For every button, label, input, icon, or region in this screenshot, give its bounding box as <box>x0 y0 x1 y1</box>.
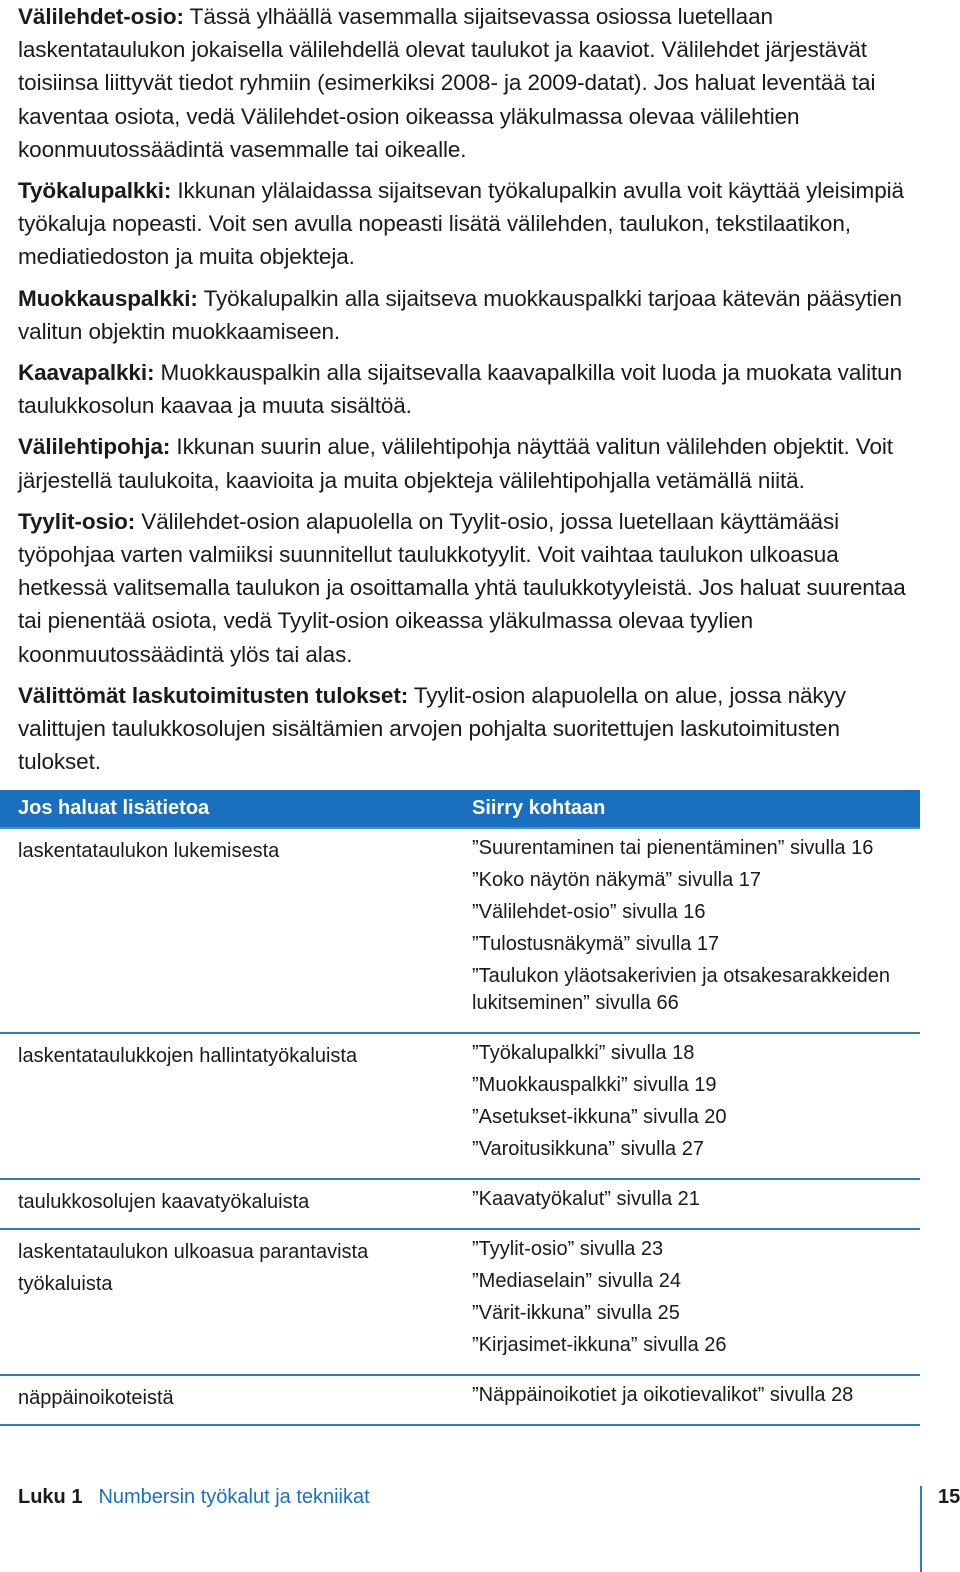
page-reference-link[interactable]: ”Koko näytön näkymä” sivulla 17 <box>472 869 762 891</box>
term: Välilehtipohja: <box>18 434 171 460</box>
row-topic: laskentataulukkojen hallintatyökaluista <box>0 1033 462 1179</box>
row-references <box>462 1375 920 1425</box>
description: Välilehdet-osion alapuolella on Tyylit-osio, jossa luetellaan käyttämääsi työpohjaa varten valmiiksi suunnitellut taulukkotyylit. Voit vaihtaa taulukon ulkoasua hetkessä valitsemalla taulukon ja osoittamalla yhtä taulukkotyyleistä. Jos haluat suurentaa tai pienentää osiota, vedä Tyylit-osion oikeassa yläkulmassa olevaa tyylien koonmuutossäädintä ylös tai alas. <box>18 508 906 667</box>
description: Ikkunan ylälaidassa sijaitsevan työkalupalkin avulla voit käyttää yleisimpiä työkaluja nopeasti. Voit sen avulla nopeasti lisätä välilehden, taulukon, tekstilaatikon, mediatiedoston ja muita objekteja. <box>18 178 904 270</box>
table-row <box>0 1179 920 1229</box>
page-reference-link[interactable]: ”Työkalupalkki” sivulla 18 <box>472 1042 695 1064</box>
page-number: 15 <box>938 1486 960 1508</box>
page-reference-link[interactable]: ”Mediaselain” sivulla 24 <box>472 1270 681 1292</box>
page-reference-link[interactable]: ”Värit-ikkuna” sivulla 25 <box>472 1302 680 1324</box>
description: Tyylit-osion alapuolella on alue, jossa näkyy valittujen taulukkosolujen sisältämien arvojen pohjalta suoritettujen laskutoimitusten tulokset. <box>18 682 846 775</box>
table-row <box>0 1229 920 1375</box>
description: Muokkauspalkin alla sijaitsevalla kaavapalkilla voit luoda ja muokata valitun taulukkosolun kaavaa ja muuta sisältöä. <box>18 360 903 419</box>
term: Kaavapalkki: <box>18 360 155 386</box>
row-references <box>462 1179 920 1229</box>
table-body <box>0 828 920 1425</box>
paragraph-valilehdet <box>18 0 920 166</box>
header-reference: Siirry kohtaan <box>462 790 920 828</box>
page-reference-link[interactable]: ”Asetukset-ikkuna” sivulla 20 <box>472 1106 727 1128</box>
page-reference-link[interactable]: ”Kirjasimet-ikkuna” sivulla 26 <box>472 1334 727 1356</box>
body-text <box>18 0 920 786</box>
page-reference-link[interactable]: ”Taulukon yläotsakerivien ja otsakesarakkeiden lukitseminen” sivulla 66 <box>472 965 891 1014</box>
row-references <box>462 1033 920 1179</box>
page-reference-link[interactable]: ”Tyylit-osio” sivulla 23 <box>472 1238 664 1260</box>
row-topic: taulukkosolujen kaavatyökaluista <box>0 1179 462 1229</box>
paragraph-valilehtipohja <box>18 430 920 496</box>
row-topic: näppäinoikoteistä <box>0 1375 462 1425</box>
table-row <box>0 1033 920 1179</box>
paragraph-tyylit <box>18 505 920 671</box>
paragraph-laskutoimitukset <box>18 679 920 779</box>
page-reference-link[interactable]: ”Tulostusnäkymä” sivulla 17 <box>472 933 720 955</box>
cross-reference-table <box>0 790 920 1426</box>
page-reference-link[interactable]: ”Suurentaminen tai pienentäminen” sivulla 16 <box>472 837 874 859</box>
term: Välittömät laskutoimitusten tulokset: <box>18 682 409 708</box>
row-topic: laskentataulukon ulkoasua parantavista työkaluista <box>0 1229 462 1375</box>
footer <box>18 1486 370 1509</box>
page-reference-link[interactable]: ”Muokkauspalkki” sivulla 19 <box>472 1074 717 1096</box>
table-row <box>0 828 920 1033</box>
paragraph-kaavapalkki <box>18 356 920 422</box>
term: Tyylit-osio: <box>18 508 136 534</box>
table-header-row <box>0 790 920 828</box>
page-reference-link[interactable]: ”Kaavatyökalut” sivulla 21 <box>472 1188 700 1210</box>
row-references <box>462 828 920 1033</box>
page-reference-link[interactable]: ”Varoitusikkuna” sivulla 27 <box>472 1138 704 1160</box>
chapter-label: Luku 1 <box>18 1486 83 1508</box>
term: Muokkauspalkki: <box>18 285 198 311</box>
row-references <box>462 1229 920 1375</box>
description: Tässä ylhäällä vasemmalla sijaitsevassa osiossa luetellaan laskentataulukon jokaisella välilehdellä olevat taulukot ja kaaviot. Välilehdet järjestävät toisiinsa liittyvät tiedot ryhmiin (esimerkiksi 2008- ja 2009-datat). Jos haluat leventää tai kaventaa osiota, vedä Välilehdet-osion oikeassa yläkulmassa olevaa välilehtien koonmuutossäädintä vasemmalle tai oikealle. <box>18 4 876 162</box>
paragraph-tyokalupalkki <box>18 174 920 274</box>
chapter-title[interactable]: Numbersin työkalut ja tekniikat <box>98 1486 370 1508</box>
term: Välilehdet-osio: <box>18 4 184 29</box>
table-row <box>0 1375 920 1425</box>
page-reference-link[interactable]: ”Näppäinoikotiet ja oikotievalikot” sivulla 28 <box>472 1384 854 1406</box>
description: Työkalupalkin alla sijaitseva muokkauspalkki tarjoaa kätevän pääsytien valitun objektin muokkaamiseen. <box>18 285 902 344</box>
footer-divider <box>920 1486 922 1572</box>
description: Ikkunan suurin alue, välilehtipohja näyttää valitun välilehden objektit. Voit järjestellä taulukoita, kaavioita ja muita objekteja välilehtipohjalla vetämällä niitä. <box>18 434 893 493</box>
header-topic: Jos haluat lisätietoa <box>0 790 462 828</box>
term: Työkalupalkki: <box>18 178 172 204</box>
page-reference-link[interactable]: ”Välilehdet-osio” sivulla 16 <box>472 901 706 923</box>
paragraph-muokkauspalkki <box>18 282 920 348</box>
row-topic: laskentataulukon lukemisesta <box>0 828 462 1033</box>
